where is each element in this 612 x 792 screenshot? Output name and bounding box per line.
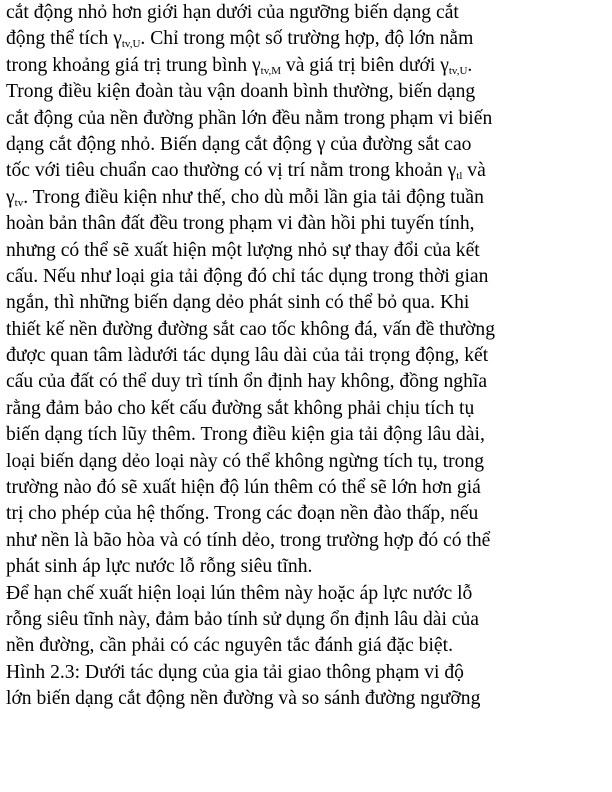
text-run: như nền là bão hòa và có tính dẻo, trong trường hợp đó có thể [6,529,491,551]
text-line [6,554,606,580]
text-line [6,185,606,211]
text-run: và giá trị biên dưới γ [281,54,449,76]
text-line [6,79,606,105]
text-run: . Trong điều kiện như thế, cho dù mỗi lần gia tải động tuần [23,186,484,208]
text-line [6,660,606,686]
text-run: dạng cắt động nhỏ. Biến dạng cắt động γ của đường sắt cao [6,133,472,155]
text-run: lớn biến dạng cắt động nền đường và so sánh đường ngưỡng [6,688,481,710]
text-run: . [467,54,473,76]
text-run: trường nào đó sẽ xuất hiện độ lún thêm có thể sẽ lớn hơn giá [6,477,481,499]
text-run: động thể tích γ [6,28,122,50]
subscript: tv,U [448,64,468,77]
text-line [6,581,606,607]
document-page [6,0,606,792]
text-run: hoàn bản thân đất đều trong phạm vi đàn hồi phi tuyến tính, [6,213,475,235]
text-line [6,211,606,237]
text-run: cắt động nhỏ hơn giới hạn dưới của ngưỡng biến dạng cắt [6,2,459,23]
subscript: tv,M [260,64,282,77]
text-line [6,422,606,448]
text-line [6,158,606,184]
text-line [6,343,606,369]
text-line [6,475,606,501]
text-line [6,264,606,290]
text-run: biến dạng tích lũy thêm. Trong điều kiện gia tải động lâu dài, [6,424,485,446]
text-run: trị cho phép của hệ thống. Trong các đoạn nền đào thấp, nếu [6,503,479,525]
text-run: . Chỉ trong một số trường hợp, độ lớn nằm [140,28,474,50]
text-run: được quan tâm làdưới tác dụng lâu dài của tải trọng động, kết [6,345,489,367]
subscript: tl [456,170,463,183]
text-run: nhưng có thể sẽ xuất hiện một lượng nhỏ sự thay đổi của kết [6,239,480,261]
text-run: Để hạn chế xuất hiện loại lún thêm này hoặc áp lực nước lỗ [6,582,473,604]
subscript: tv [14,196,24,209]
text-run: rằng đảm bảo cho kết cấu đường sắt không phải chịu tích tụ [6,397,475,419]
text-line [6,633,606,659]
text-line [6,132,606,158]
text-run: và [462,160,486,182]
text-run: thiết kế nền đường đường sắt cao tốc không đá, vấn đề thường [6,318,496,340]
text-line [6,686,606,712]
text-line [6,607,606,633]
text-line [6,26,606,52]
text-run: trong khoảng giá trị trung bình γ [6,54,261,76]
text-line [6,106,606,132]
text-run: cấu của đất có thể duy trì tính ổn định hay không, đồng nghĩa [6,371,488,393]
text-run: Trong điều kiện đoàn tàu vận doanh bình thường, biến dạng [6,81,476,103]
text-run: nền đường, cần phải có các nguyên tắc đánh giá đặc biệt. [6,635,453,657]
text-line [6,290,606,316]
text-line [6,317,606,343]
text-line [6,528,606,554]
text-line [6,53,606,79]
text-line [6,238,606,264]
text-run: Hình 2.3: Dưới tác dụng của gia tải giao thông phạm vi độ [6,661,464,683]
text-run: rỗng siêu tĩnh này, đảm bảo tính sử dụng ổn định lâu dài của [6,608,479,630]
text-run: γ [6,186,15,208]
text-run: tốc với tiêu chuẩn cao thường có vị trí nằm trong khoản γ [6,160,457,182]
text-run: phát sinh áp lực nước lỗ rỗng siêu tĩnh. [6,556,313,578]
text-run: cắt động của nền đường phần lớn đều nằm trong phạm vi biến [6,107,493,129]
text-line [6,369,606,395]
text-run: loại biến dạng dẻo loại này có thể không ngừng tích tụ, trong [6,450,485,472]
subscript: tv,U [121,38,141,51]
text-run: ngắn, thì những biến dạng dẻo phát sinh có thể bỏ qua. Khi [6,292,470,314]
text-line [6,501,606,527]
text-run: cấu. Nếu như loại gia tải động đó chỉ tác dụng trong thời gian [6,265,489,287]
text-line [6,0,606,26]
text-line [6,396,606,422]
text-line [6,449,606,475]
